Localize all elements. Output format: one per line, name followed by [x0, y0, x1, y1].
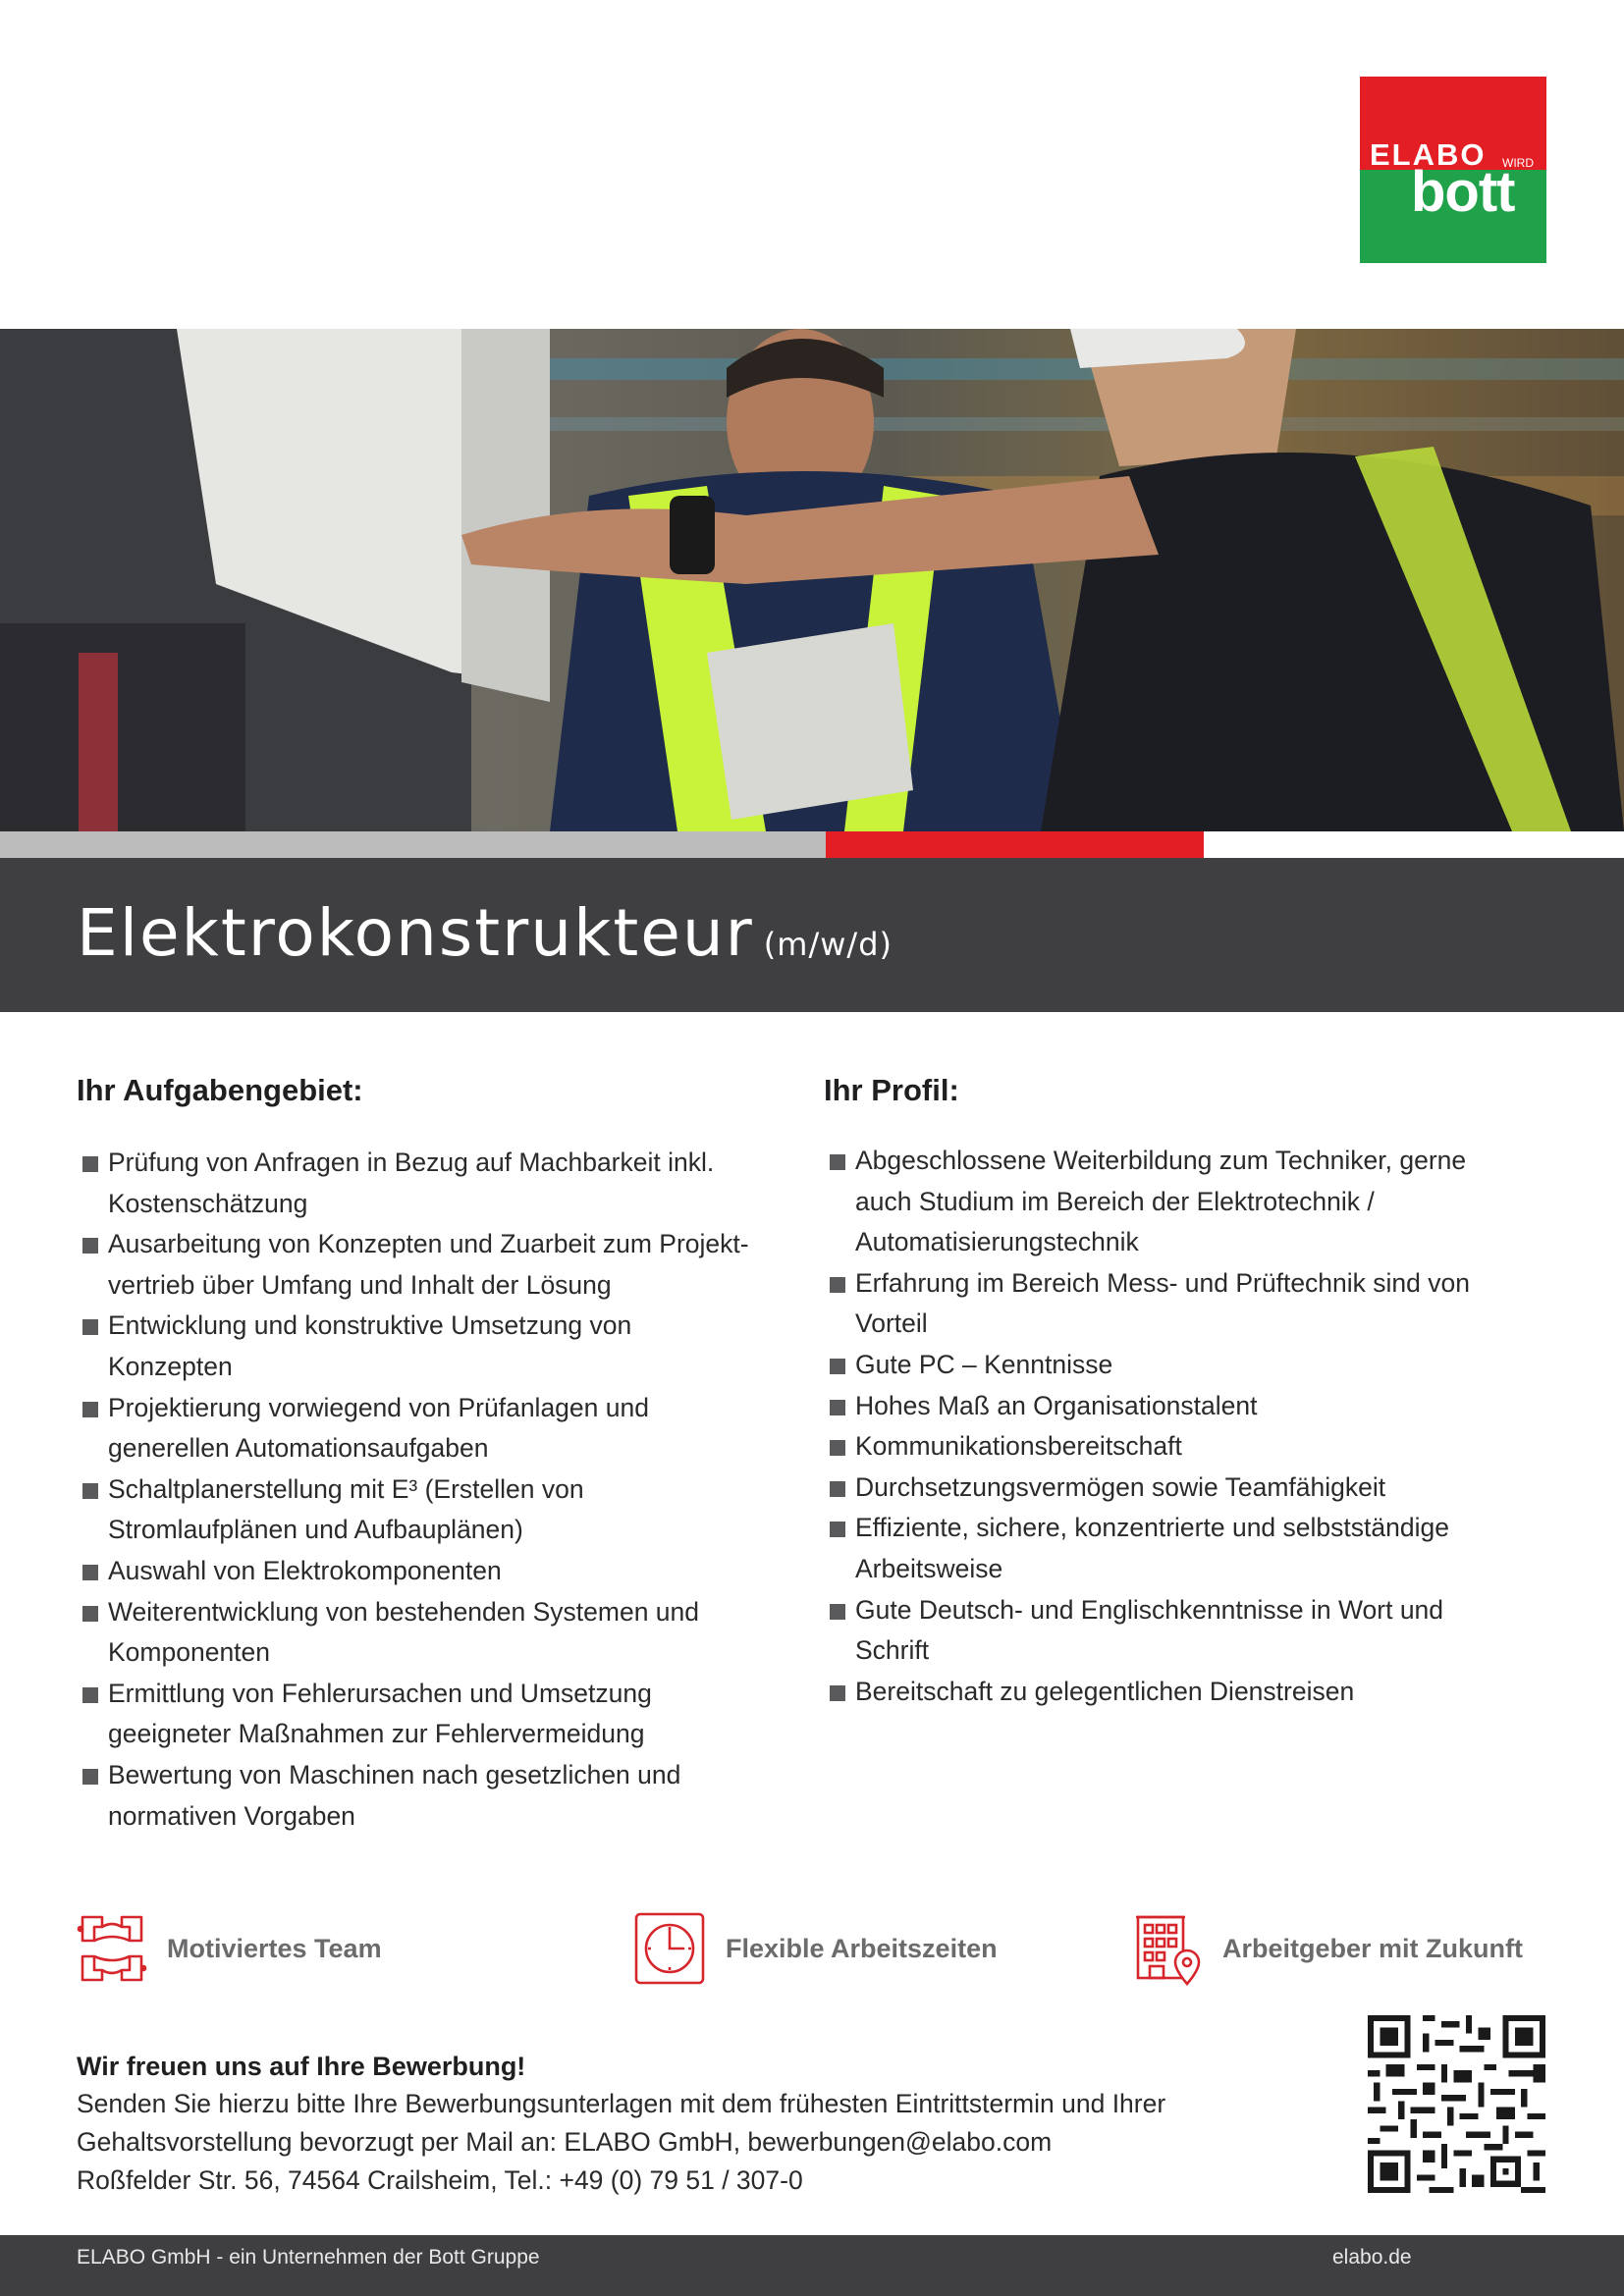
profile-heading: Ihr Profil: [824, 1073, 959, 1107]
list-item [77, 1592, 784, 1674]
list-item-line: Schrift [855, 1635, 930, 1666]
job-title-suffix: (m/w/d) [763, 926, 893, 963]
list-item-line: Kostenschätzung [108, 1188, 308, 1218]
list-item [77, 1224, 784, 1306]
bullet-square-icon [830, 1481, 845, 1497]
list-item-line: Gute Deutsch- und Englischkenntnisse in Wort und [855, 1594, 1444, 1625]
list-item [77, 1674, 784, 1755]
accent-bar-grey [0, 831, 826, 858]
building-location-icon [1134, 1911, 1203, 1986]
bullet-square-icon [830, 1604, 845, 1620]
list-item [77, 1306, 784, 1387]
list-item-line: Automatisierungstechnik [855, 1227, 1139, 1257]
list-item [824, 1263, 1511, 1345]
hero-illustration [0, 329, 1624, 831]
benefit-future-employer [1134, 1909, 1523, 1988]
profile-list-container [824, 1141, 1511, 1712]
list-item-line: generellen Automationsaufgaben [108, 1433, 489, 1464]
bullet-square-icon [830, 1440, 845, 1456]
list-item-line: Ausarbeitung von Konzepten und Zuarbeit zum Projekt- [108, 1229, 749, 1259]
list-item [77, 1551, 784, 1592]
logo-elabo-text: ELABO [1370, 137, 1487, 172]
apply-text-line: Roßfelder Str. 56, 74564 Crailsheim, Tel.: +49 (0) 79 51 / 307-0 [77, 2165, 803, 2195]
bullet-square-icon [830, 1685, 845, 1701]
bullet-square-icon [82, 1565, 98, 1580]
bullet-square-icon [830, 1522, 845, 1537]
list-item-line: Ermittlung von Fehlerursachen und Umsetzung [108, 1678, 652, 1708]
bullet-square-icon [830, 1359, 845, 1374]
list-item-line: Schaltplanerstellung mit E³ (Erstellen von [108, 1473, 584, 1504]
list-item-line: normativen Vorgaben [108, 1800, 355, 1831]
list-item-line: Prüfung von Anfragen in Bezug auf Machbarkeit inkl. [108, 1148, 715, 1177]
list-item [824, 1508, 1511, 1589]
benefit-label: Flexible Arbeitszeiten [726, 1933, 998, 1963]
team-hands-icon [77, 1911, 147, 1986]
list-item-line: Gute PC – Kenntnisse [855, 1349, 1113, 1379]
job-title-text: Elektrokonstrukteur [77, 895, 754, 971]
benefit-team [77, 1909, 382, 1988]
list-item [824, 1345, 1511, 1386]
list-item [824, 1468, 1511, 1509]
apply-text-line: Gehaltsvorstellung bevorzugt per Mail an: ELABO GmbH, bewerbungen@elabo.com [77, 2127, 1053, 2157]
bullet-square-icon [82, 1156, 98, 1172]
benefit-label: Motiviertes Team [167, 1933, 382, 1963]
list-item [77, 1755, 784, 1837]
list-item-line: Entwicklung und konstruktive Umsetzung von [108, 1310, 632, 1341]
bullet-square-icon [82, 1606, 98, 1622]
list-item-line: Stromlaufplänen und Aufbauplänen) [108, 1515, 523, 1545]
logo-wird-text: WIRD [1502, 156, 1534, 170]
bullet-square-icon [82, 1769, 98, 1785]
list-item [824, 1386, 1511, 1427]
bullet-square-icon [82, 1238, 98, 1254]
list-item [824, 1590, 1511, 1672]
bullet-square-icon [82, 1687, 98, 1703]
footer-company-text: ELABO GmbH - ein Unternehmen der Bott Gruppe [77, 2246, 540, 2269]
list-item-line: Projektierung vorwiegend von Prüfanlagen und [108, 1392, 649, 1422]
tasks-list-container [77, 1143, 784, 1837]
apply-text-line: Senden Sie hierzu bitte Ihre Bewerbungsunterlagen mit dem frühesten Eintrittstermin und Ihrer [77, 2089, 1166, 2118]
list-item-line: Vorteil [855, 1308, 928, 1339]
bullet-square-icon [82, 1319, 98, 1335]
bullet-square-icon [830, 1277, 845, 1293]
list-item [824, 1672, 1511, 1713]
list-item-line: Abgeschlossene Weiterbildung zum Techniker, gerne [855, 1146, 1467, 1175]
qr-code-icon [1368, 2015, 1545, 2193]
list-item [77, 1143, 784, 1224]
list-item-line: Hohes Maß an Organisationstalent [855, 1390, 1258, 1420]
bullet-square-icon [82, 1483, 98, 1499]
list-item [824, 1141, 1511, 1263]
bullet-square-icon [830, 1154, 845, 1170]
list-item-line: Bewertung von Maschinen nach gesetzlichen und [108, 1759, 681, 1789]
logo-bott-text: bott [1411, 160, 1515, 224]
hero-photo [0, 329, 1624, 831]
qr-code[interactable] [1368, 2015, 1545, 2193]
benefit-label: Arbeitgeber mit Zukunft [1222, 1933, 1524, 1963]
list-item-line: vertrieb über Umfang und Inhalt der Lösung [108, 1269, 612, 1300]
list-item-line: Konzepten [108, 1351, 233, 1381]
accent-bar-red [826, 831, 1204, 858]
footer-website-link[interactable]: elabo.de [1332, 2246, 1412, 2269]
bullet-square-icon [830, 1400, 845, 1415]
list-item [824, 1426, 1511, 1468]
clock-icon [633, 1911, 706, 1986]
list-item-line: Kommunikationsbereitschaft [855, 1431, 1182, 1462]
list-item-line: Arbeitsweise [855, 1553, 1003, 1583]
list-item [77, 1469, 784, 1551]
list-item [77, 1388, 784, 1469]
benefit-flexible-hours [633, 1909, 998, 1988]
job-title [77, 895, 893, 971]
bullet-square-icon [82, 1402, 98, 1417]
list-item-line: Komponenten [108, 1637, 271, 1668]
apply-heading: Wir freuen uns auf Ihre Bewerbung! [77, 2052, 526, 2081]
tasks-heading: Ihr Aufgabengebiet: [77, 1073, 363, 1107]
list-item-line: Durchsetzungsvermögen sowie Teamfähigkeit [855, 1471, 1386, 1502]
list-item-line: geeigneter Maßnahmen zur Fehlervermeidung [108, 1719, 645, 1749]
elabo-bott-logo [1360, 77, 1546, 263]
list-item-line: auch Studium im Bereich der Elektrotechnik / [855, 1186, 1375, 1216]
list-item-line: Weiterentwicklung von bestehenden Systemen und [108, 1596, 700, 1627]
list-item-line: Effiziente, sichere, konzentrierte und selbstständige [855, 1513, 1449, 1543]
list-item-line: Erfahrung im Bereich Mess- und Prüftechnik sind von [855, 1267, 1470, 1298]
list-item-line: Auswahl von Elektrokomponenten [108, 1555, 502, 1585]
tasks-list [77, 1143, 784, 1837]
accent-bar-blank [1204, 831, 1624, 858]
profile-list [824, 1141, 1511, 1712]
list-item-line: Bereitschaft zu gelegentlichen Dienstreisen [855, 1676, 1355, 1706]
